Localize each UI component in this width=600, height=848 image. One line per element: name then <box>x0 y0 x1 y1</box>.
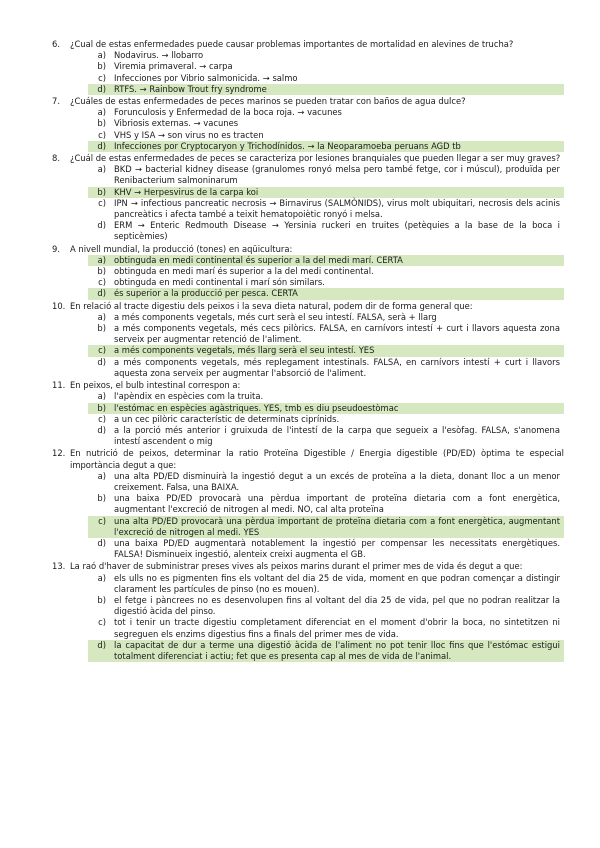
option-letter: c) <box>98 277 106 288</box>
option-letter: b) <box>97 402 106 413</box>
option-text: a més components vegetals, més replegament intestinals. FALSA, en carnívors intestí + curt i llavors aquesta zona serveix per augmentar l'absorció de l'aliment. <box>114 356 560 378</box>
option-letter: c) <box>98 72 106 83</box>
option-letter: d) <box>97 140 106 151</box>
option-letter: b) <box>97 118 106 129</box>
option-letter: d) <box>97 639 106 650</box>
answer-option <box>88 220 564 242</box>
answer-option <box>88 538 564 560</box>
option-list <box>88 471 564 561</box>
answer-option <box>88 73 564 84</box>
answer-option <box>88 425 564 447</box>
question-number: 13. <box>52 561 66 572</box>
option-letter: a) <box>97 311 106 322</box>
option-letter: d) <box>97 220 106 231</box>
option-text: Viremia primaveral. → carpa <box>114 61 233 72</box>
option-text: Infecciones por Vibrio salmonicida. → salmo <box>114 72 298 83</box>
answer-option <box>88 471 564 493</box>
answer-option <box>88 118 564 129</box>
question <box>52 39 564 50</box>
option-text: Vibriosis externas. → vacunes <box>114 118 239 129</box>
option-text: a més components vegetals, més cecs pilòrics. FALSA, en carnívors intestí + curt i llavors aquesta zona serveix per augmentar retenció de l'aliment. <box>114 323 560 345</box>
question-text: En nutrició de peixos, determinar la ratio Proteïna Digestible / Energia digestible (PD/ED) òptima te especial importància degut a que: <box>70 448 564 470</box>
question-text: ¿Cual de estas enfermedades puede causar problemas importantes de mortalidad en alevines de trucha? <box>70 39 514 49</box>
option-text: Forunculosis y Enfermedad de la boca roja. → vacunes <box>114 107 342 118</box>
answer-option-highlighted <box>88 84 564 95</box>
answer-option-highlighted <box>88 141 564 152</box>
question-number: 9. <box>52 243 60 254</box>
question-text: A nivell mundial, la producció (tones) en aqüicultura: <box>70 243 293 254</box>
question-number: 7. <box>52 96 60 107</box>
answer-option <box>88 391 564 402</box>
option-letter: c) <box>98 345 106 356</box>
question-text: La raó d'haver de subministrar preses vives als peixos marins durant el primer mes de vida és degut a que: <box>70 561 523 572</box>
answer-option <box>88 107 564 118</box>
option-text: una alta PD/ED disminuirà la ingestió degut a un excés de proteïna a la dieta, donant lloc a un menor creixement. Falsa, una BAIXA. <box>114 470 560 492</box>
option-text: a més components vegetals, més llarg serà el seu intestí. YES <box>114 345 375 356</box>
question-number: 11. <box>52 380 66 391</box>
option-letter: c) <box>98 197 106 208</box>
answer-option <box>88 312 564 323</box>
answer-option <box>88 277 564 288</box>
option-text: és superior a la producció per pesca. CERTA <box>114 288 298 299</box>
answer-option <box>88 130 564 141</box>
question <box>52 301 564 312</box>
option-list <box>88 107 564 152</box>
question-text: En relació al tracte digestiu dels peixos i la seva dieta natural, podem dir de forma general que: <box>70 300 473 311</box>
option-text: l'apèndix en espècies com la truita. <box>114 391 264 402</box>
answer-option <box>88 617 564 639</box>
option-text: VHS y ISA → son virus no es tracten <box>114 129 264 140</box>
question-number: 8. <box>52 153 60 164</box>
answer-option <box>88 266 564 277</box>
answer-option <box>88 357 564 379</box>
option-text: una baixa PD/ED augmentarà notablement la ingestió per compensar les necessitats energètiques. FALSA! Disminueix ingestió, alenteix creixi augmenta el GB. <box>114 537 560 560</box>
option-list <box>88 312 564 379</box>
question-text: ¿Cuál de estas enfermedades de peces se caracteriza por lesiones branquiales que pueden llegar a ser muy graves? <box>70 153 561 164</box>
answer-option <box>88 323 564 345</box>
option-text: a la porció més anterior i gruixuda de l'intestí de la carpa que segueix a l'esòfag. FALSA, s'anomena intestí ascendent o mig <box>114 424 560 447</box>
option-letter: d) <box>97 356 106 367</box>
option-letter: b) <box>97 594 106 605</box>
option-text: el fetge i pàncrees no es desenvolupen fins al voltant del dia 25 de vida, pel que no podran realitzar la digestió àcida del pinso. <box>114 594 560 617</box>
option-text: a més components vegetals, més curt serà el seu intestí. FALSA, serà + llarg <box>114 311 437 322</box>
question <box>52 561 564 572</box>
question <box>52 96 564 107</box>
option-letter: a) <box>97 391 106 402</box>
option-letter: a) <box>97 470 106 481</box>
answer-option <box>88 50 564 61</box>
option-letter: a) <box>97 50 106 61</box>
question <box>52 448 564 470</box>
option-letter: a) <box>97 254 106 265</box>
option-list <box>88 50 564 95</box>
option-letter: d) <box>97 537 106 548</box>
option-text: BKD → bacterial kidney disease (granulomes ronyó melsa pero també fetge, cor i múscul), produïda per Renibacterium salmoninarum <box>114 164 560 186</box>
option-text: una baixa PD/ED provocarà una pèrdua important de proteïna dietaria com a font energètica, augmentant l'excreció de nitrogen al medi. NO, cal alta proteïna <box>114 493 560 515</box>
option-text: els ulls no es pigmenten fins els voltant del dia 25 de vida, moment en que podran començar a distingir clarament les partícules de pinso (no es mouen). <box>114 572 560 594</box>
option-letter: c) <box>98 413 106 424</box>
option-text: obtinguda en medi continental i marí són similars. <box>114 277 325 288</box>
option-text: obtinguda en medi continental és superior a la del medi marí. CERTA <box>114 254 403 265</box>
option-letter: c) <box>98 617 106 628</box>
option-letter: b) <box>97 186 106 197</box>
answer-option-highlighted <box>88 403 564 414</box>
option-letter: b) <box>97 61 106 72</box>
option-letter: a) <box>97 572 106 583</box>
question-number: 10. <box>52 300 66 311</box>
answer-option-highlighted <box>88 255 564 266</box>
question-text: En peixos, el bulb intestinal correspon a: <box>70 380 241 391</box>
answer-option <box>88 493 564 515</box>
answer-option-highlighted <box>88 187 564 198</box>
option-text: una alta PD/ED provocarà una pèrdua important de proteïna dietaria com a font energètica, augmentant l'excreció de nitrogen al medi. YES <box>114 515 560 537</box>
question-number: 6. <box>52 39 60 49</box>
option-list <box>88 573 564 663</box>
question <box>52 380 564 391</box>
option-text: tot i tenir un tracte digestiu completament diferenciat en el moment d'obrir la boca, no sintetitzen ni segreguen els enzims digestius fins a finals del primer mes de vida. <box>114 617 560 639</box>
answer-option-highlighted <box>88 345 564 356</box>
option-letter: b) <box>97 266 106 277</box>
answer-option-highlighted <box>88 640 564 662</box>
option-text: RTFS. → Rainbow Trout fry syndrome <box>114 83 267 94</box>
option-text: Infecciones por Cryptocaryon y Trichodínidos. → la Neoparamoeba peruans AGD tb <box>114 140 461 151</box>
answer-option <box>88 164 564 186</box>
option-text: la capacitat de dur a terme una digestió àcida de l'aliment no pot tenir lloc fins que l'estómac estigui totalment diferenciat i actiu; fet que es presenta cap al mes de vida de l'animal. <box>114 639 560 661</box>
option-letter: a) <box>97 164 106 175</box>
option-text: a un cec pilòric característic de determinats ciprínids. <box>114 413 340 424</box>
answer-option <box>88 198 564 220</box>
answer-option-highlighted <box>88 288 564 299</box>
answer-option-highlighted <box>88 516 564 538</box>
answer-option <box>88 61 564 72</box>
question <box>52 153 564 164</box>
option-letter: a) <box>97 107 106 118</box>
option-letter: d) <box>97 288 106 299</box>
question <box>52 244 564 255</box>
option-text: Nodavirus. → llobarro <box>114 50 204 61</box>
option-text: ERM → Enteric Redmouth Disease → Yersinia ruckeri en truites (petèquies a la base de la boca i septicèmies) <box>114 220 560 242</box>
question-text: ¿Cuáles de estas enfermedades de peces marinos se pueden tratar con baños de agua dulce? <box>70 96 466 107</box>
option-letter: d) <box>97 424 106 435</box>
option-letter: c) <box>98 129 106 140</box>
option-letter: b) <box>97 323 106 334</box>
option-list <box>88 255 564 300</box>
option-text: l'estómac en espècies agàstriques. YES, tmb es diu pseudoestòmac <box>114 402 399 413</box>
answer-option <box>88 595 564 617</box>
option-text: IPN → infectious pancreatic necrosis → Birnavirus (SALMÒNIDS), virus molt ubiquitari, necrosis dels acinis pancreàtics i afecta també a teixit hematopoiètic ronyó i melsa. <box>114 197 560 220</box>
option-letter: d) <box>97 83 106 94</box>
option-list <box>88 391 564 447</box>
question-number: 12. <box>52 448 66 459</box>
option-list <box>88 164 564 242</box>
option-letter: b) <box>97 493 106 504</box>
answer-option <box>88 573 564 595</box>
option-text: obtinguda en medi marí és superior a la del medi continental. <box>114 266 374 277</box>
answer-option <box>88 414 564 425</box>
option-letter: c) <box>98 515 106 526</box>
option-text: KHV → Herpesvirus de la carpa koi <box>114 186 259 197</box>
